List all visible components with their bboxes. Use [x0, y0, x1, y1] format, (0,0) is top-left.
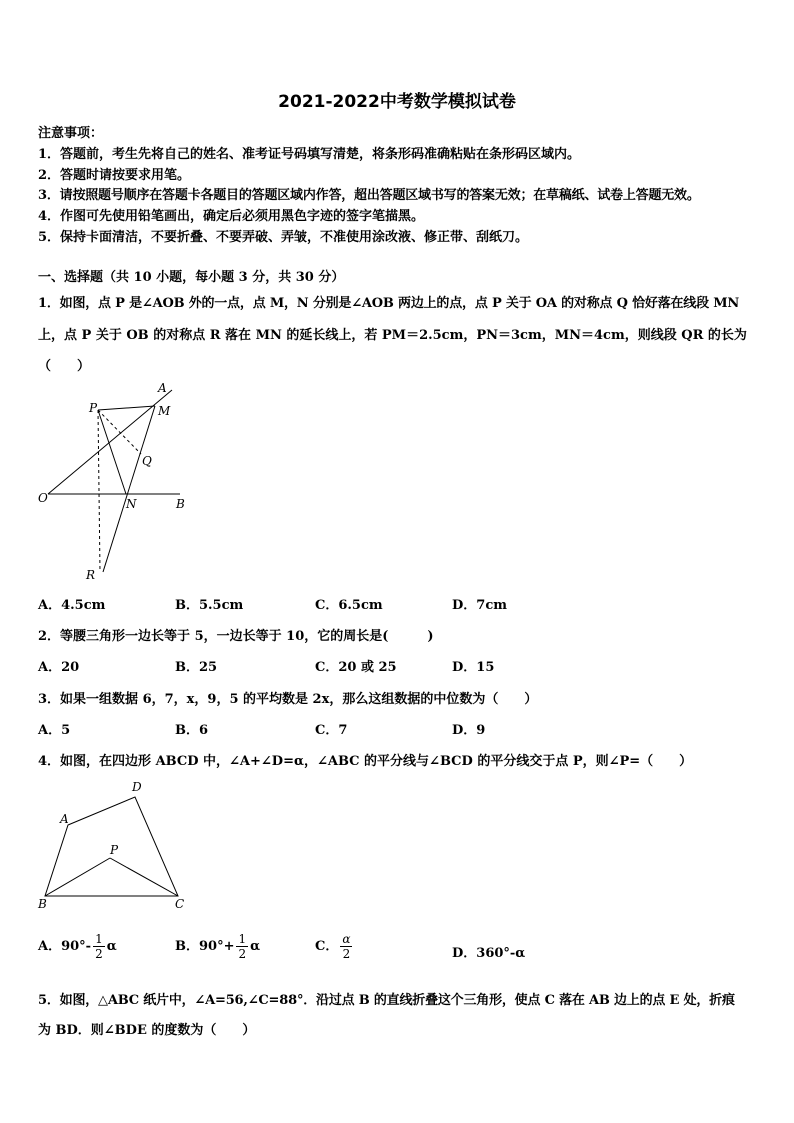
option-d[interactable]: D．7cm [452, 598, 507, 613]
option-c-prefix: C． [315, 939, 339, 954]
label-a: A [60, 812, 69, 826]
question-4-text: 4．如图，在四边形 ABCD 中，∠A+∠D=α，∠ABC 的平分线与∠BCD 的平分线交于点 P，则∠P=（ ） [38, 754, 693, 769]
option-c[interactable]: C．6.5cm [315, 598, 383, 613]
label-q: Q [142, 454, 152, 468]
question-2-text: 2．等腰三角形一边长等于 5，一边长等于 10，它的周长是( ) [38, 629, 434, 644]
option-d[interactable]: D．9 [452, 723, 486, 738]
fraction [236, 932, 248, 961]
label-c: C [175, 897, 185, 911]
option-b[interactable]: B．6 [175, 723, 209, 738]
label-n: N [126, 497, 137, 511]
notice-item: 3．请按照题号顺序在答题卡各题目的答题区域内作答，超出答题区域书写的答案无效；在草稿纸、试卷上答题无效。 [38, 188, 700, 203]
label-p: P [89, 401, 98, 415]
label-a: A [158, 381, 167, 395]
option-d[interactable]: D．360°-α [452, 946, 526, 961]
fraction-numerator: 1 [95, 932, 103, 946]
label-r: R [86, 568, 96, 582]
page-title: 2021-2022中考数学模拟试卷 [278, 92, 516, 112]
question-1-blank: （ ） [38, 359, 91, 374]
option-a-suffix: α [106, 939, 117, 954]
option-b-suffix: α [250, 939, 261, 954]
question-3-text: 3．如果一组数据 6，7，x，9，5 的平均数是 2x，那么这组数据的中位数为（ ） [38, 692, 538, 707]
option-c[interactable] [315, 932, 354, 961]
option-c[interactable]: C．20 或 25 [315, 660, 397, 675]
fraction-numerator: 1 [238, 932, 247, 946]
option-b-prefix: B．90°+ [175, 939, 235, 954]
fraction-denominator: 2 [95, 947, 103, 961]
option-b[interactable]: B．5.5cm [175, 598, 244, 613]
fraction-numerator: α [342, 932, 351, 946]
option-b[interactable]: B．25 [175, 660, 218, 675]
label-m: M [158, 404, 171, 418]
label-p: P [110, 843, 119, 857]
notice-item: 4．作图可先使用铅笔画出，确定后必须用黑色字迹的签字笔描黑。 [38, 209, 425, 224]
fraction [93, 932, 105, 961]
label-o: O [38, 491, 48, 505]
section-heading: 一、选择题（共 10 小题，每小题 3 分，共 30 分） [38, 270, 345, 285]
option-c[interactable]: C．7 [315, 723, 348, 738]
option-a[interactable]: A．4.5cm [38, 598, 106, 613]
notice-item: 2．答题时请按要求用笔。 [38, 168, 191, 183]
fraction-denominator: 2 [238, 947, 247, 961]
option-d[interactable]: D．15 [452, 660, 495, 675]
option-a-prefix: A．90°- [38, 939, 92, 954]
notice-item: 1．答题前，考生先将自己的姓名、准考证号码填写清楚，将条形码准确粘贴在条形码区域内。 [38, 147, 581, 162]
notice-item: 5．保持卡面清洁，不要折叠、不要弄破、弄皱，不准使用涂改液、修正带、刮纸刀。 [38, 230, 529, 245]
label-d: D [132, 780, 142, 794]
option-a[interactable] [38, 932, 117, 961]
question-5-text: 5．如图，△ABC 纸片中，∠A=56,∠C=88°．沿过点 B 的直线折叠这个三角形，使点 C 落在 AB 边上的点 E 处，折痕 [38, 993, 735, 1008]
fraction-denominator: 2 [342, 947, 351, 961]
label-b: B [38, 897, 47, 911]
label-b: B [176, 497, 185, 511]
option-a[interactable]: A．5 [38, 723, 71, 738]
option-b[interactable] [175, 932, 260, 961]
question-5-text: 为 BD．则∠BDE 的度数为（ ） [38, 1023, 256, 1038]
question-1-text: 1．如图，点 P 是∠AOB 外的一点，点 M，N 分别是∠AOB 两边上的点，点 P 关于 OA 的对称点 Q 恰好落在线段 MN [38, 296, 740, 311]
fraction [340, 932, 352, 961]
option-a[interactable]: A．20 [38, 660, 80, 675]
notice-heading: 注意事项： [38, 126, 104, 141]
question-1-text: 上，点 P 关于 OB 的对称点 R 落在 MN 的延长线上，若 PM＝2.5cm，PN＝3cm，MN＝4cm，则线段 QR 的长为 [38, 328, 747, 343]
